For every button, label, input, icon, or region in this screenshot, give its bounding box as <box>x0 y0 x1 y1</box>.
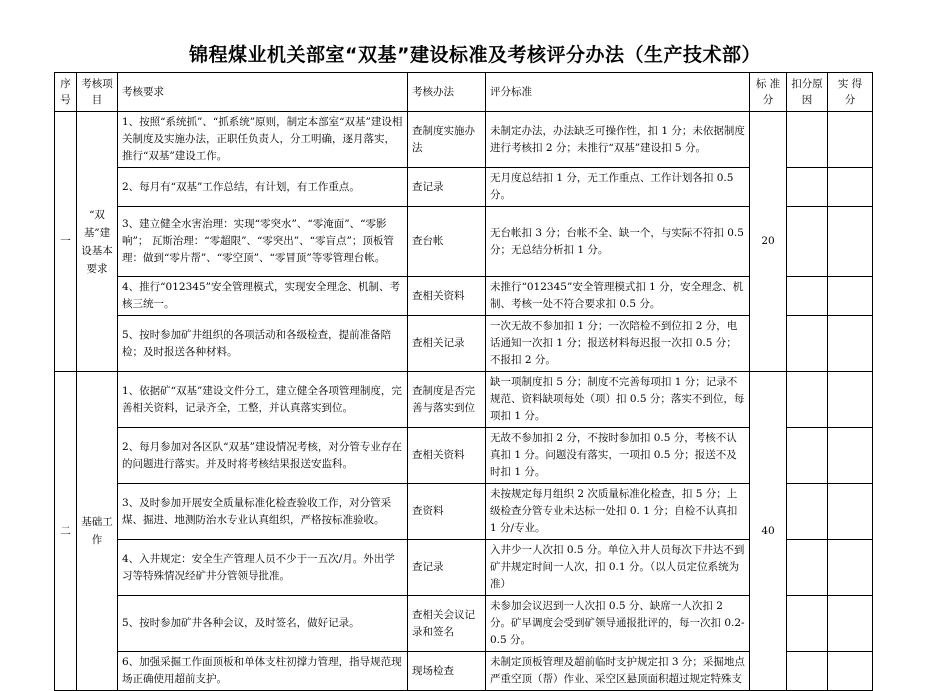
header-actual-score: 实 得 分 <box>828 73 873 112</box>
requirement-cell: 3、及时参加开展安全质量标准化检查验收工作，对分管采煤、掘进、地测防治水专业认真组织，严格按标准验收。 <box>118 484 408 540</box>
deduction-reason-cell <box>787 484 828 540</box>
criteria-cell: 缺一项制度扣 5 分；制度不完善每项扣 1 分；记录不规范、资料缺项每处（项）扣 0.5 分；落实不到位，每项扣 1 分。 <box>486 372 750 428</box>
header-deduction-reason: 扣分原因 <box>787 73 828 112</box>
header-method: 考核办法 <box>408 73 486 112</box>
actual-score-cell <box>828 207 873 277</box>
deduction-reason-cell <box>787 277 828 316</box>
section-seq: 二 <box>55 372 77 691</box>
method-cell: 查相关资料 <box>408 428 486 484</box>
deduction-reason-cell <box>787 428 828 484</box>
actual-score-cell <box>828 540 873 596</box>
method-cell: 查资料 <box>408 484 486 540</box>
table-header-row <box>55 73 873 112</box>
deduction-reason-cell <box>787 540 828 596</box>
actual-score-cell <box>828 372 873 428</box>
actual-score-cell <box>828 277 873 316</box>
deduction-reason-cell <box>787 372 828 428</box>
header-requirement: 考核要求 <box>118 73 408 112</box>
actual-score-cell <box>828 428 873 484</box>
requirement-cell: 5、按时参加矿井组织的各项活动和各级检查，提前准备陪检；及时报送各种材料。 <box>118 316 408 372</box>
actual-score-cell <box>828 168 873 207</box>
deduction-reason-cell <box>787 652 828 691</box>
requirement-cell: 5、按时参加矿井各种会议，及时签名，做好记录。 <box>118 596 408 652</box>
requirement-cell: 2、每月有“双基”工作总结，有计划，有工作重点。 <box>118 168 408 207</box>
scoring-table <box>54 72 873 691</box>
actual-score-cell <box>828 652 873 691</box>
header-criteria: 评分标准 <box>486 73 750 112</box>
actual-score-cell <box>828 484 873 540</box>
criteria-cell: 未制定办法，办法缺乏可操作性，扣 1 分；未依据制度进行考核扣 2 分；未推行“双基”建设扣 5 分。 <box>486 112 750 168</box>
method-cell: 查相关资料 <box>408 277 486 316</box>
header-standard-score: 标 准 分 <box>750 73 787 112</box>
header-seq: 序号 <box>55 73 77 112</box>
method-cell: 查记录 <box>408 168 486 207</box>
method-cell: 查制度实施办法 <box>408 112 486 168</box>
method-cell: 查记录 <box>408 540 486 596</box>
standard-score-cell: 40 <box>750 372 787 691</box>
deduction-reason-cell <box>787 316 828 372</box>
method-cell: 现场检查 <box>408 652 486 691</box>
deduction-reason-cell <box>787 168 828 207</box>
deduction-reason-cell <box>787 596 828 652</box>
criteria-cell: 无月度总结扣 1 分，无工作重点、工作计划各扣 0.5 分。 <box>486 168 750 207</box>
requirement-cell: 3、建立健全水害治理：实现“零突水”、“零淹面”、“零影响”； 瓦斯治理：“零超限”、“零突出”、“零盲点”；顶板管理：做到“零片帮”、“零空顶”、“零冒顶”等零管理台帐。 <box>118 207 408 277</box>
actual-score-cell <box>828 112 873 168</box>
criteria-cell: 一次无故不参加扣 1 分；一次陪检不到位扣 2 分，电话通知一次扣 1 分；报送材料每迟报一次扣 0.5 分；不报扣 2 分。 <box>486 316 750 372</box>
section-item: 基础工作 <box>77 372 118 691</box>
requirement-cell: 2、每月参加对各区队“双基”建设情况考核，对分管专业存在的问题进行落实。并及时将考核结果报送安监科。 <box>118 428 408 484</box>
criteria-cell: 未按规定每月组织 2 次质量标准化检查，扣 5 分；上级检查分管专业未达标一处扣 0. 1 分；自检不认真扣 1 分/专业。 <box>486 484 750 540</box>
standard-score-cell: 20 <box>750 112 787 372</box>
method-cell: 查台帐 <box>408 207 486 277</box>
section-item: “双基”建设基本要求 <box>77 112 118 372</box>
deduction-reason-cell <box>787 112 828 168</box>
criteria-cell: 入井少一人次扣 0.5 分。单位入井人员每次下井达不到矿井规定时间一人次，扣 0.1 分。（以人员定位系统为准） <box>486 540 750 596</box>
requirement-cell: 4、推行“012345”安全管理模式，实现安全理念、机制、考核三统一。 <box>118 277 408 316</box>
requirement-cell: 6、加强采掘工作面顶板和单体支柱初撑力管理，指导规范现场正确使用超前支护。 <box>118 652 408 691</box>
requirement-cell: 4、入井规定：安全生产管理人员不少于一五次/月。外出学习等特殊情况经矿井分管领导批准。 <box>118 540 408 596</box>
table-row <box>55 112 873 168</box>
criteria-cell: 无故不参加扣 2 分，不按时参加扣 0.5 分，考核不认真扣 1 分。问题没有落实，一项扣 0.5 分；报送不及时扣 1 分。 <box>486 428 750 484</box>
criteria-cell: 无台帐扣 3 分；台帐不全、缺一个，与实际不符扣 0.5 分；无总结分析扣 1 分。 <box>486 207 750 277</box>
method-cell: 查制度是否完善与落实到位 <box>408 372 486 428</box>
deduction-reason-cell <box>787 207 828 277</box>
actual-score-cell <box>828 316 873 372</box>
method-cell: 查相关会议记录和签名 <box>408 596 486 652</box>
table-row <box>55 372 873 428</box>
section-seq: 一 <box>55 112 77 372</box>
actual-score-cell <box>828 596 873 652</box>
criteria-cell: 未推行“012345”安全管理模式扣 1 分，安全理念、机制、考核一处不符合要求扣 0.5 分。 <box>486 277 750 316</box>
requirement-cell: 1、依据矿“双基”建设文件分工，建立健全各项管理制度，完善相关资料，记录齐全，工整，并认真落实到位。 <box>118 372 408 428</box>
criteria-cell: 未参加会议迟到一人次扣 0.5 分、缺席一人次扣 2 分。矿早调度会受到矿领导通报批评的，每一次扣 0.2-0.5 分。 <box>486 596 750 652</box>
criteria-cell: 未制定顶板管理及超前临时支护规定扣 3 分；采掘地点严重空顶（帮）作业、采空区悬顶面积超过规定特殊支 <box>486 652 750 691</box>
requirement-cell: 1、按照“系统抓”、“抓系统”原则，制定本部室“双基”建设相关制度及实施办法，正职任负责人，分工明确，逐月落实，推行“双基”建设工作。 <box>118 112 408 168</box>
method-cell: 查相关记录 <box>408 316 486 372</box>
document-title: 锦程煤业机关部室“双基”建设标准及考核评分办法（生产技术部） <box>189 44 761 66</box>
header-item: 考核项目 <box>77 73 118 112</box>
